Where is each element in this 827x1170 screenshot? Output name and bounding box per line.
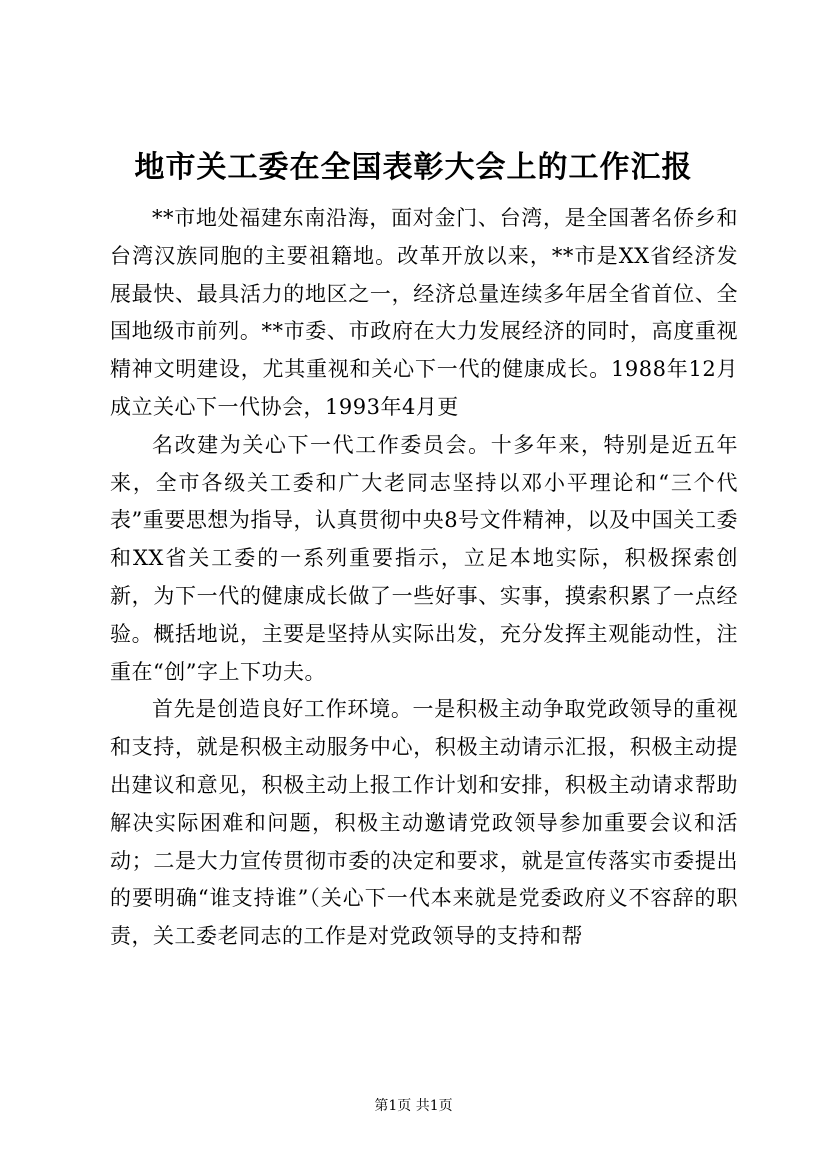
page-footer: 第1页 共1页 [374,1098,453,1114]
paragraph-1: **市地处福建东南沿海，面对金门、台湾，是全国著名侨乡和台湾汉族同胞的主要祖籍地。改革开放以来，**市是XX省经济发展最快、最具活力的地区之一，经济总量连续多年居全省首位、全国地级市前列。**市委、市政府在大力发展经济的同时，高度重视精神文明建设，尤其重视和关心下一代的健康成长。1988年12月成立关心下一代协会，1993年4月更 [110,206,738,419]
document-body [110,200,738,956]
document-title: 地市关工委在全国表彰大会上的工作汇报 [134,150,693,185]
paragraph-2: 名改建为关心下一代工作委员会。十多年来，特别是近五年来，全市各级关工委和广大老同志坚持以邓小平理论和“三个代表”重要思想为指导，认真贯彻中央8号文件精神，以及中国关工委和XX省关工委的一系列重要指示，立足本地实际，积极探索创新，为下一代的健康成长做了一些好事、实事，摸索积累了一点经验。概括地说，主要是坚持从实际出发，充分发挥主观能动性，注重在“创”字上下功夫。 [110,432,738,684]
paragraph-3: 首先是创造良好工作环境。一是积极主动争取党政领导的重视和支持，就是积极主动服务中心，积极主动请示汇报，积极主动提出建议和意见，积极主动上报工作计划和安排，积极主动请求帮助解决实际困难和问题，积极主动邀请党政领导参加重要会议和活动；二是大力宣传贯彻市委的决定和要求，就是宣传落实市委提出的要明确“谁支持谁”（关心下一代本来就是党委政府义不容辞的职责，关工委老同志的工作是对党政领导的支持和帮 [110,697,738,949]
